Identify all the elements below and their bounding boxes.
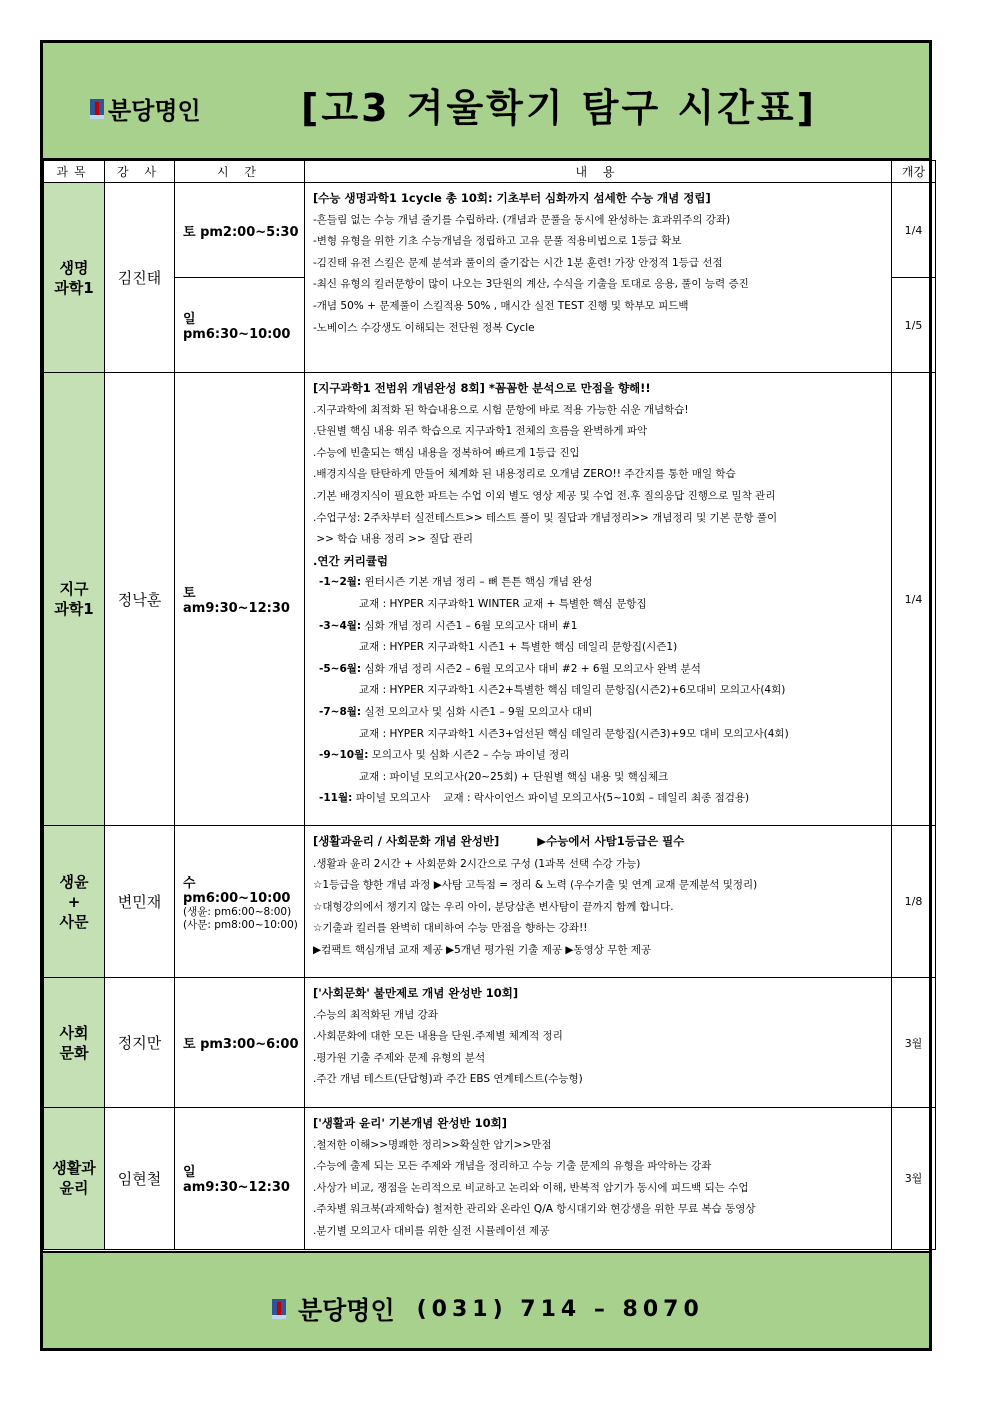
content-cell: [지구과학1 전범위 개념완성 8회] *꼼꼼한 분석으로 만점을 향해!! .지구과학에 최적화 된 학습내용으로 시험 문항에 바로 적용 가능한 쉬운 개념학습! .단원별 핵심 내용 위주 학습으로 지구과학1 전체의 흐름을 완벽하게 파악 .수능에 빈출되는 핵심 내용을 정복하여 빠르게 1등급 진입 .배경지식을 탄탄하게 만들어 체계화 된 내용정리로 오개념 ZERO!! 주간지를 통한 매일 학습 .기본 배경지식이 필요한 파트는 수업 이외 별도 영상 제공 및 수업 전.후 질의응답 진행으로 밀착 관리 .수업구성: 2주차부터 실전테스트>> 테스트 풀이 및 질답과 개념정리>> 개념정리 및 기본 문항 풀이 >> 학습 내용 정리 >> 질답 관리 .연간 커리큘럼 -1~2월: 윈터시즌 기본 개념 정리 – 뼈 튼튼 핵심 개념 완성 교재 : HYPER 지구과학1 WINTER 교재 + 특별한 핵심 문항집 -3~4월: 심화 개념 정리 시즌1 – 6월 모의고사 대비 #1 교재 : HYPER 지구과학1 시즌1 + 특별한 핵심 데일리 문항집(시즌1) -5~6월: 심화 개념 정리 시즌2 – 6월 모의고사 대비 #2 + 6월 모의고사 완벽 분석 교재 : HYPER 지구과학1 시즌2+특별한 핵심 데일리 문항집(시즌2)+6모대비 모의고사(4회) -7~8월: 실전 모의고사 및 심화 시즌1 – 9월 모의고사 대비 교재 : HYPER 지구과학1 시즌3+엄선된 핵심 데일리 문항집(시즌3)+9모 대비 모의고사(4회) -9~10월: 모의고사 및 심화 시즌2 – 수능 파이널 정리 교재 : 파이널 모의고사(20~25회) + 단원별 핵심 내용 및 핵심체크 -11월: 파이널 모의고사 교재 : 락사이언스 파이널 모의고사(5~10회 – 데일리 최종 점검용) [305,373,892,826]
footer-logo [272,1291,704,1327]
table-header-row [44,161,936,183]
subject-cell: 사회 문화 [44,978,105,1108]
subject-cell: 생활과 윤리 [44,1108,105,1250]
content-cell: [수능 생명과학1 1cycle 총 10회: 기초부터 심화까지 섬세한 수능 개념 정립] -흔들림 없는 수능 개념 줄기를 수립하라. (개념과 문풀을 동시에 완성하는 효과위주의 강좌) -변형 유형을 위한 기초 수능개념을 정립하고 고유 문풀 적용비법으로 1등급 확보 -김진태 유전 스킬은 문제 분석과 풀이의 줄기잡는 시간 1분 훈련! 가장 안정적 1등급 선점 -최신 유형의 킬러문항이 많이 나오는 3단원의 계산, 수식을 기출을 토대로 응용, 풀이 능력 증진 -개념 50% + 문제풀이 스킬적용 50% , 매시간 실전 TEST 진행 및 학부모 피드백 -노베이스 수강생도 이해되는 전단원 정복 Cycle [305,183,892,373]
content-cell: [생활과윤리 / 사회문화 개념 완성반] ▶수능에서 사탐1등급은 필수 .생활과 윤리 2시간 + 사회문화 2시간으로 구성 (1과목 선택 수강 가능) ☆1등급을 향한 개념 과정 ▶사탐 고득점 = 정리 & 노력 (우수기출 및 연계 교재 문제분석 및정리) ☆대형강의에서 챙기지 않는 우리 아이, 분당삼촌 변사탐이 끝까지 함께 합니다. ☆기출과 킬러를 완벽히 대비하여 수능 만점을 향하는 강좌!! ▶컴팩트 핵심개념 교재 제공 ▶5개년 평가원 기출 제공 ▶동영상 무한 제공 [305,826,892,978]
page-title: [고3 겨울학기 탐구 시간표] [301,86,817,130]
brand-name: 분당명인 [108,97,201,125]
brand-logo-icon [90,99,104,119]
subject-cell: 생윤 + 사문 [44,826,105,978]
time-cell: 토 pm2:00~5:30 [175,183,305,278]
content-cell: ['사회문화' 불만제로 개념 완성반 10회] .수능의 최적화된 개념 강좌 .사회문화에 대한 모든 내용을 단원.주제별 체계적 정리 .평가원 기출 주제와 문제 유형의 분석 .주간 개념 테스트(단답형)과 주간 EBS 연계테스트(수능형) [305,978,892,1108]
col-header-content: 내 용 [305,161,892,183]
brand-logo-icon [272,1299,286,1319]
teacher-cell: 정지만 [105,978,175,1108]
content-cell: ['생활과 윤리' 기본개념 완성반 10회] .철저한 이해>>명쾌한 정리>>확실한 암기>>만점 .수능에 출제 되는 모든 주제와 개념을 정리하고 수능 기출 문제의 유형을 파악하는 강좌 .사상가 비교, 쟁점을 논리적으로 비교하고 논리와 이해, 반복적 암기가 동시에 피드백 되는 수업 .주차별 워크북(과제학습) 철저한 관리와 온라인 Q/A 항시대기와 현강생을 위한 무료 복습 동영상 .분기별 모의고사 대비를 위한 실전 시뮬레이션 제공 [305,1108,892,1250]
teacher-cell: 정낙훈 [105,373,175,826]
teacher-cell: 변민재 [105,826,175,978]
open-date-cell: 3월 [892,978,936,1108]
table-row [44,826,936,978]
header-banner [43,43,929,160]
footer-brand-name: 분당명인 [298,1296,395,1325]
table-row [44,183,936,278]
open-date-cell: 1/4 [892,183,936,278]
open-date-cell: 1/5 [892,278,936,373]
col-header-teacher: 강 사 [105,161,175,183]
timetable [43,160,936,1250]
subject-cell: 지구 과학1 [44,373,105,826]
open-date-cell: 1/4 [892,373,936,826]
open-date-cell: 3월 [892,1108,936,1250]
footer-banner [43,1251,929,1348]
time-cell: 수 pm6:00~10:00 (생윤: pm6:00~8:00) (사문: pm8:00~10:00) [175,826,305,978]
col-header-open: 개강 [892,161,936,183]
header-logo [90,91,201,126]
time-cell: 일 am9:30~12:30 [175,1108,305,1250]
open-date-cell: 1/8 [892,826,936,978]
table-row [44,373,936,826]
phone-number: (031) 714 – 8070 [416,1296,704,1322]
table-row [44,978,936,1108]
time-cell: 토 am9:30~12:30 [175,373,305,826]
time-cell: 일 pm6:30~10:00 [175,278,305,373]
timetable-sheet [40,40,932,1351]
teacher-cell: 임현철 [105,1108,175,1250]
col-header-subject: 과목 [44,161,105,183]
time-cell: 토 pm3:00~6:00 [175,978,305,1108]
teacher-cell: 김진태 [105,183,175,373]
col-header-time: 시 간 [175,161,305,183]
subject-cell: 생명 과학1 [44,183,105,373]
table-row [44,1108,936,1250]
